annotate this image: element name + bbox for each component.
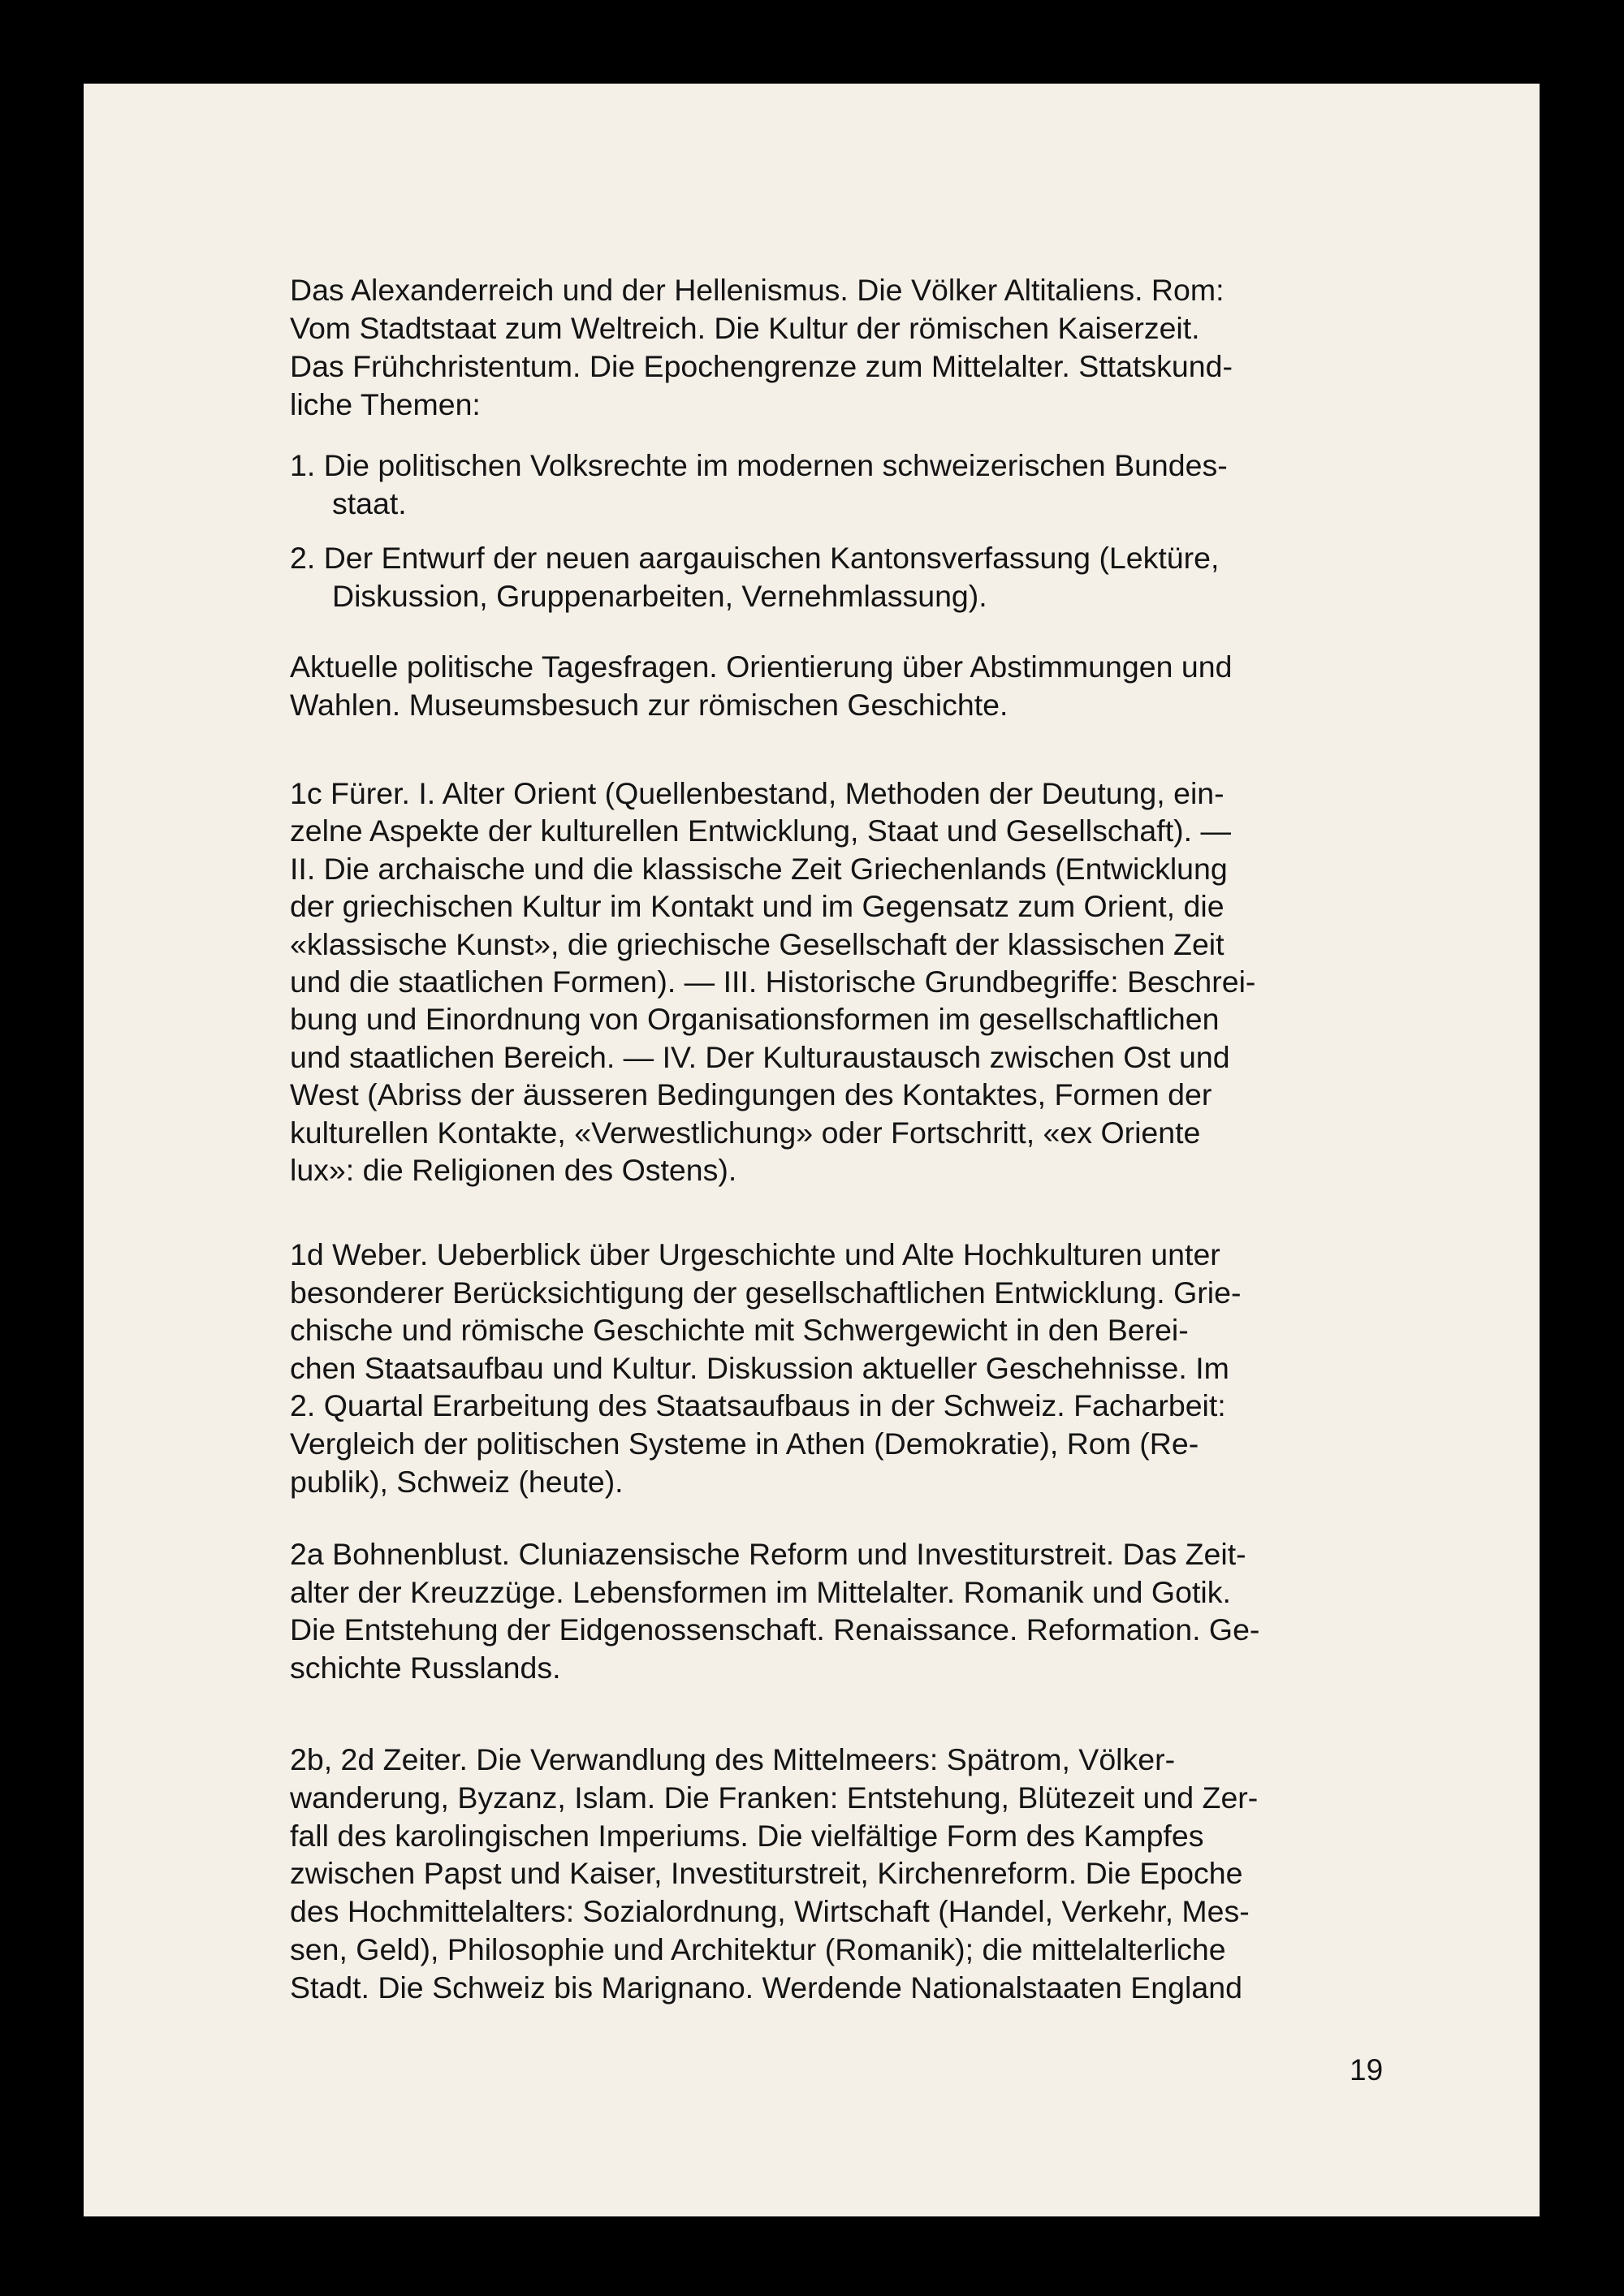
text-line: schichte Russlands. — [290, 1650, 561, 1685]
text-line: zwischen Papst und Kaiser, Investiturstreit, Kirchenreform. Die Epoche — [290, 1856, 1243, 1891]
page-number: 19 — [1350, 2053, 1384, 2087]
text-line: Diskussion, Gruppenarbeiten, Vernehmlassung). — [332, 579, 987, 613]
text-line: besonderer Berücksichtigung der gesellschaftlichen Entwicklung. Grie- — [290, 1275, 1242, 1310]
text-line: liche Themen: — [290, 387, 481, 421]
text-line: lux»: die Religionen des Ostens). — [290, 1153, 737, 1187]
text-line: kulturellen Kontakte, «Verwestlichung» oder Fortschritt, «ex Oriente — [290, 1115, 1201, 1150]
text-line: 1c Fürer. I. Alter Orient (Quellenbestand, Methoden der Deutung, ein- — [290, 776, 1224, 810]
text-line: und die staatlichen Formen). — III. Historische Grundbegriffe: Beschrei- — [290, 965, 1256, 999]
text-line: Wahlen. Museumsbesuch zur römischen Geschichte. — [290, 688, 1009, 722]
text-line: 1. Die politischen Volksrechte im modernen schweizerischen Bundes- — [290, 448, 1228, 482]
text-line: Das Alexanderreich und der Hellenismus. Die Völker Altitaliens. Rom: — [290, 273, 1224, 307]
text-line: 2b, 2d Zeiter. Die Verwandlung des Mittelmeers: Spätrom, Völker- — [290, 1742, 1176, 1776]
text-line: 2a Bohnenblust. Cluniazensische Reform und Investiturstreit. Das Zeit- — [290, 1537, 1246, 1571]
text-line: 1d Weber. Ueberblick über Urgeschichte und Alte Hochkulturen unter — [290, 1237, 1220, 1271]
document-page — [84, 84, 1540, 2216]
text-line: zelne Aspekte der kulturellen Entwicklung, Staat und Gesellschaft). — — [290, 814, 1231, 848]
text-line: 2. Quartal Erarbeitung des Staatsaufbaus in der Schweiz. Facharbeit: — [290, 1388, 1226, 1423]
text-line: chische und römische Geschichte mit Schwergewicht in den Berei- — [290, 1313, 1189, 1348]
text-line: publik), Schweiz (heute). — [290, 1464, 624, 1499]
text-line: des Hochmittelalters: Sozialordnung, Wirtschaft (Handel, Verkehr, Mes- — [290, 1894, 1250, 1929]
text-line: staat. — [332, 486, 407, 520]
text-line: wanderung, Byzanz, Islam. Die Franken: Entstehung, Blütezeit und Zer- — [290, 1780, 1259, 1815]
text-line: 2. Der Entwurf der neuen aargauischen Kantonsverfassung (Lektüre, — [290, 541, 1220, 575]
text-line: Vergleich der politischen Systeme in Athen (Demokratie), Rom (Re- — [290, 1426, 1199, 1461]
text-line: Die Entstehung der Eidgenossenschaft. Renaissance. Reformation. Ge- — [290, 1612, 1260, 1647]
text-line: Das Frühchristentum. Die Epochengrenze zum Mittelalter. Sttatskund- — [290, 349, 1233, 383]
text-line: sen, Geld), Philosophie und Architektur (Romanik); die mittelalterliche — [290, 1932, 1226, 1966]
text-line: fall des karolingischen Imperiums. Die vielfältige Form des Kampfes — [290, 1818, 1204, 1853]
text-line: West (Abriss der äusseren Bedingungen des Kontaktes, Formen der — [290, 1077, 1212, 1112]
text-line: «klassische Kunst», die griechische Gesellschaft der klassischen Zeit — [290, 926, 1224, 961]
text-line: Aktuelle politische Tagesfragen. Orientierung über Abstimmungen und — [290, 650, 1233, 684]
text-line: Stadt. Die Schweiz bis Marignano. Werdende Nationalstaaten England — [290, 1970, 1242, 2005]
text-line: alter der Kreuzzüge. Lebensformen im Mittelalter. Romanik und Gotik. — [290, 1574, 1231, 1609]
text-line: und staatlichen Bereich. — IV. Der Kulturaustausch zwischen Ost und — [290, 1039, 1230, 1074]
text-line: chen Staatsaufbau und Kultur. Diskussion aktueller Geschehnisse. Im — [290, 1350, 1229, 1385]
text-line: II. Die archaische und die klassische Zeit Griechenlands (Entwicklung — [290, 851, 1228, 886]
text-line: bung und Einordnung von Organisationsformen im gesellschaftlichen — [290, 1002, 1220, 1037]
text-line: der griechischen Kultur im Kontakt und im Gegensatz zum Orient, die — [290, 889, 1224, 924]
text-line: Vom Stadtstaat zum Weltreich. Die Kultur der römischen Kaiserzeit. — [290, 311, 1200, 345]
